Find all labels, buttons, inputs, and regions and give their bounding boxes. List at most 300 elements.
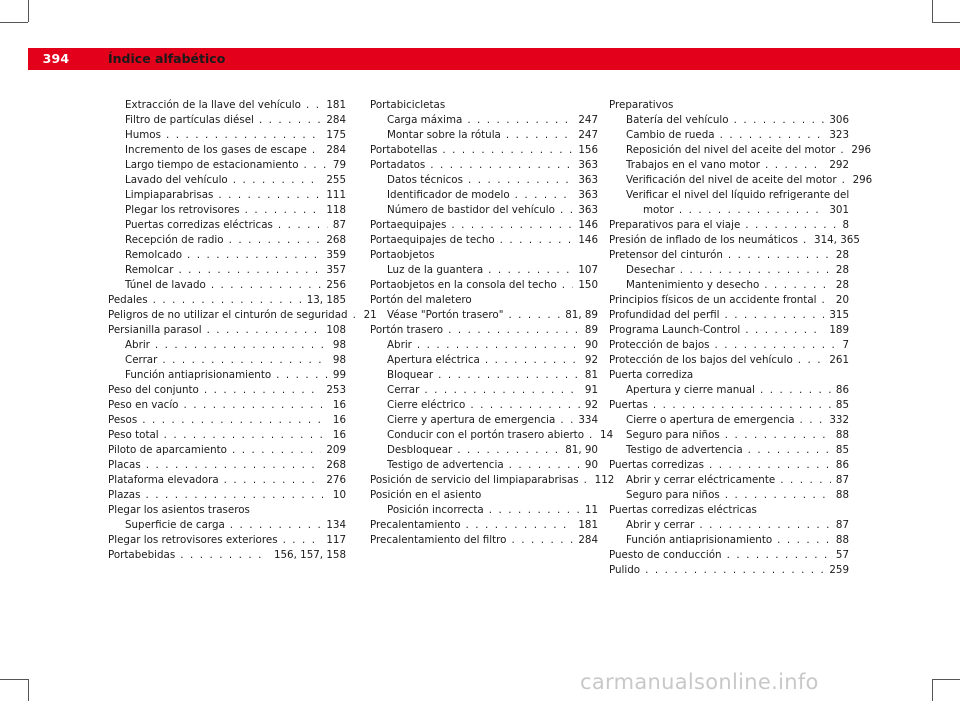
dot-leader <box>162 353 328 368</box>
dot-leader <box>233 173 322 188</box>
entry-page-number: 261 <box>829 354 849 366</box>
dot-leader <box>680 263 831 278</box>
dot-leader <box>777 533 831 548</box>
entry-label: Verificación del nivel de aceite del motor <box>626 174 837 186</box>
index-entry <box>609 353 849 368</box>
entry-label: Desbloquear <box>387 444 453 456</box>
entry-page-number: 247 <box>578 114 598 126</box>
index-entry <box>108 338 346 353</box>
entry-label: Cerrar <box>387 384 420 396</box>
dot-leader <box>715 338 838 353</box>
dot-leader <box>166 128 321 143</box>
entry-label: Apertura eléctrica <box>387 354 480 366</box>
dot-leader <box>180 548 269 563</box>
index-entry <box>108 398 346 413</box>
entry-label: Protección de bajos <box>609 339 710 351</box>
entry-page-number: 13, 185 <box>306 294 346 306</box>
entry-page-number: 268 <box>326 459 346 471</box>
entry-page-number: 175 <box>326 129 346 141</box>
entry-label: Testigo de advertencia <box>387 459 504 471</box>
index-entry <box>609 323 849 338</box>
entry-page-number: 268 <box>326 234 346 246</box>
index-entry <box>108 98 346 113</box>
dot-leader <box>283 533 322 548</box>
entry-label: Portabotellas <box>370 144 438 156</box>
entry-label: Pesos <box>108 414 138 426</box>
dot-leader <box>470 398 580 413</box>
index-heading: Portabicicletas <box>370 99 446 111</box>
dot-leader <box>155 338 328 353</box>
dot-leader <box>765 158 824 173</box>
index-entry <box>108 173 346 188</box>
entry-label: Conducir con el portón trasero abierto <box>387 429 585 441</box>
entry-page-number: 134 <box>326 519 346 531</box>
dot-leader <box>506 128 573 143</box>
entry-page-number: 306 <box>829 114 849 126</box>
entry-label: Posición incorrecta <box>387 504 484 516</box>
entry-page-number: 10 <box>332 489 346 501</box>
entry-page-number: 98 <box>332 354 346 366</box>
entry-page-number: 89 <box>584 324 598 336</box>
crop-mark <box>932 679 933 701</box>
entry-page-number: 315 <box>829 309 849 321</box>
index-entry <box>609 518 849 533</box>
entry-label: Función antiaprisionamiento <box>626 534 773 546</box>
entry-label: Puertas <box>609 399 648 411</box>
entry-label: Número de bastidor del vehículo <box>387 204 555 216</box>
index-entry <box>108 473 346 488</box>
entry-label: Plazas <box>108 489 141 501</box>
entry-page-number: 88 <box>835 429 849 441</box>
dot-leader <box>760 383 831 398</box>
index-entry <box>609 398 849 413</box>
entry-label: Incremento de los gases de escape <box>125 144 307 156</box>
dot-leader <box>417 338 580 353</box>
crop-mark <box>932 679 960 680</box>
entry-label: Lavado del vehículo <box>125 174 228 186</box>
entry-label: Protección de los bajos del vehículo <box>609 354 793 366</box>
entry-label: Batería del vehículo <box>626 114 729 126</box>
index-entry <box>108 143 346 158</box>
index-column-2 <box>370 98 615 548</box>
entry-page-number: 87 <box>332 219 346 231</box>
entry-page-number: 323 <box>829 129 849 141</box>
index-entry <box>370 263 598 278</box>
index-entry <box>609 173 873 188</box>
entry-page-number: 85 <box>835 399 849 411</box>
dot-leader <box>562 278 574 293</box>
entry-page-number: 81, 89 <box>565 309 598 321</box>
entry-page-number: 292 <box>829 159 849 171</box>
entry-page-number: 112 <box>594 474 615 486</box>
entry-label: Limpiaparabrisas <box>125 189 214 201</box>
entry-page-number: 92 <box>584 354 598 366</box>
entry-label: Portabebidas <box>108 549 176 561</box>
index-entry <box>108 293 346 308</box>
index-entry <box>609 278 849 293</box>
entry-label: Peso del conjunto <box>108 384 199 396</box>
index-entry <box>609 293 849 308</box>
index-entry <box>108 278 346 293</box>
index-entry <box>370 173 598 188</box>
entry-page-number: 150 <box>578 279 598 291</box>
entry-page-number: 332 <box>829 414 849 426</box>
index-entry <box>370 428 614 443</box>
entry-page-number: 91 <box>584 384 598 396</box>
entry-page-number: 156, 157, 158 <box>273 549 346 561</box>
index-entry <box>108 158 346 173</box>
entry-page-number: 21 <box>363 309 377 321</box>
dot-leader <box>489 503 580 518</box>
dot-leader <box>230 518 322 533</box>
entry-label: Humos <box>125 129 161 141</box>
index-entry <box>609 158 849 173</box>
dot-leader <box>584 473 590 488</box>
entry-label: Extracción de la llave del vehículo <box>125 99 301 111</box>
entry-page-number: 8 <box>842 219 849 231</box>
entry-page-number: 87 <box>835 474 849 486</box>
entry-page-number: 90 <box>584 339 598 351</box>
index-entry <box>609 113 849 128</box>
dot-leader <box>229 233 322 248</box>
dot-leader <box>508 308 560 323</box>
entry-label: Reposición del nivel del aceite del motor <box>626 144 836 156</box>
dot-leader <box>653 398 831 413</box>
entry-label: Identificador de modelo <box>387 189 510 201</box>
index-entry <box>108 533 346 548</box>
entry-label: Datos técnicos <box>387 174 463 186</box>
entry-label: Plegar los retrovisores exteriores <box>108 534 278 546</box>
entry-page-number: 14 <box>600 429 614 441</box>
crop-mark <box>28 679 29 701</box>
entry-label: Abrir y cerrar eléctricamente <box>626 474 776 486</box>
index-heading: Preparativos <box>609 99 674 111</box>
entry-page-number: 86 <box>835 384 849 396</box>
dot-leader <box>748 443 831 458</box>
index-entry <box>609 548 849 563</box>
entry-page-number: 16 <box>332 414 346 426</box>
entry-page-number: 28 <box>835 249 849 261</box>
dot-leader <box>720 128 825 143</box>
entry-label: Precalentamiento del filtro <box>370 534 507 546</box>
entry-label: Seguro para niños <box>626 429 720 441</box>
crop-mark <box>932 0 933 22</box>
entry-label: Puertas corredizas <box>609 459 704 471</box>
entry-label: Peso en vacío <box>108 399 179 411</box>
entry-page-number: 363 <box>578 159 598 171</box>
index-entry <box>370 338 598 353</box>
entry-page-number: 107 <box>578 264 598 276</box>
index-entry <box>609 458 849 473</box>
entry-label: Superficie de carga <box>125 519 225 531</box>
entry-label: Preparativos para el viaje <box>609 219 741 231</box>
dot-leader <box>780 473 831 488</box>
index-entry <box>609 533 849 548</box>
entry-label: Portaequipajes de techo <box>370 234 495 246</box>
entry-label: Luz de la guantera <box>387 264 484 276</box>
entry-page-number: 28 <box>835 264 849 276</box>
entry-page-number: 284 <box>578 534 598 546</box>
index-entry <box>609 308 849 323</box>
dot-leader <box>187 248 321 263</box>
dot-leader <box>645 563 824 578</box>
dot-leader <box>509 458 580 473</box>
index-entry <box>108 488 346 503</box>
entry-label: Portón trasero <box>370 324 444 336</box>
entry-page-number: 99 <box>332 369 346 381</box>
entry-label: Precalentamiento <box>370 519 461 531</box>
entry-label: Remolcar <box>125 264 174 276</box>
dot-leader <box>442 143 573 158</box>
index-entry <box>108 248 346 263</box>
index-entry <box>108 458 346 473</box>
dot-leader <box>259 113 321 128</box>
entry-page-number: 16 <box>332 429 346 441</box>
index-entry <box>108 263 346 278</box>
entry-label: Principios físicos de un accidente frontal <box>609 294 817 306</box>
dot-leader <box>146 458 322 473</box>
index-entry <box>108 128 346 143</box>
dot-leader <box>822 293 831 308</box>
entry-page-number: 90 <box>584 459 598 471</box>
dot-leader <box>448 323 580 338</box>
entry-label: Bloquear <box>387 369 434 381</box>
dot-leader <box>840 143 846 158</box>
dot-leader <box>485 353 580 368</box>
dot-leader <box>467 113 573 128</box>
dot-leader <box>145 488 327 503</box>
dot-leader <box>734 113 825 128</box>
entry-label: Peso total <box>108 429 159 441</box>
entry-page-number: 108 <box>326 324 346 336</box>
entry-page-number: 57 <box>835 549 849 561</box>
dot-leader <box>764 278 831 293</box>
entry-label: Trabajos en el vano motor <box>626 159 760 171</box>
index-entry <box>370 518 598 533</box>
index-entry <box>370 128 598 143</box>
index-entry <box>370 368 598 383</box>
index-entry <box>609 428 849 443</box>
entry-page-number: 357 <box>326 264 346 276</box>
dot-leader <box>451 218 573 233</box>
entry-page-number: 117 <box>326 534 346 546</box>
entry-page-number: 363 <box>578 189 598 201</box>
dot-leader <box>798 353 825 368</box>
entry-page-number: 146 <box>578 219 598 231</box>
entry-label: motor <box>643 204 674 216</box>
entry-page-number: 276 <box>326 474 346 486</box>
index-entry <box>370 218 598 233</box>
index-entry <box>108 428 346 443</box>
dot-leader <box>353 308 359 323</box>
entry-page-number: 92 <box>584 399 598 411</box>
index-entry <box>609 203 849 218</box>
index-entry <box>609 473 849 488</box>
index-entry <box>609 128 849 143</box>
entry-label: Peligros de no utilizar el cinturón de seguridad <box>108 309 348 321</box>
entry-label: Posición de servicio del limpiaparabrisas <box>370 474 579 486</box>
index-column-3 <box>609 98 873 578</box>
dot-leader <box>218 188 321 203</box>
dot-leader <box>589 428 595 443</box>
entry-page-number: 181 <box>326 99 346 111</box>
index-entry <box>609 413 849 428</box>
index-entry <box>370 143 598 158</box>
entry-label: Portaequipajes <box>370 219 447 231</box>
entry-label: Largo tiempo de estacionamiento <box>125 159 299 171</box>
entry-label: Véase "Portón trasero" <box>387 309 504 321</box>
index-entry <box>370 458 598 473</box>
index-heading: Verificar el nivel del líquido refrigerante del <box>626 189 850 201</box>
index-entry <box>609 338 849 353</box>
dot-leader <box>725 428 831 443</box>
dot-leader <box>430 158 573 173</box>
entry-page-number: 189 <box>829 324 849 336</box>
dot-leader <box>842 173 848 188</box>
index-entry <box>108 518 346 533</box>
dot-leader <box>211 278 322 293</box>
entry-page-number: 146 <box>578 234 598 246</box>
entry-page-number: 296 <box>852 174 873 186</box>
index-entry <box>108 353 346 368</box>
index-entry <box>609 233 860 248</box>
entry-label: Programa Launch-Control <box>609 324 741 336</box>
entry-page-number: 11 <box>584 504 598 516</box>
entry-label: Portaobjetos en la consola del techo <box>370 279 557 291</box>
index-column-1 <box>108 98 377 563</box>
entry-page-number: 253 <box>326 384 346 396</box>
dot-leader <box>232 443 321 458</box>
entry-label: Cerrar <box>125 354 158 366</box>
index-entry <box>370 158 598 173</box>
dot-leader <box>142 413 328 428</box>
index-entry <box>370 398 598 413</box>
dot-leader <box>204 383 321 398</box>
dot-leader <box>207 323 322 338</box>
dot-leader <box>679 203 824 218</box>
dot-leader <box>312 143 321 158</box>
dot-leader <box>728 248 831 263</box>
dot-leader <box>699 518 831 533</box>
dot-leader <box>304 158 328 173</box>
index-entry <box>370 308 598 323</box>
dot-leader <box>278 218 328 233</box>
index-entry <box>108 368 346 383</box>
dot-leader <box>511 533 573 548</box>
dot-leader <box>709 458 831 473</box>
index-entry <box>370 353 598 368</box>
entry-label: Persianilla parasol <box>108 324 202 336</box>
index-entry <box>609 488 849 503</box>
entry-page-number: 334 <box>578 414 598 426</box>
entry-label: Testigo de advertencia <box>626 444 743 456</box>
index-heading: Puertas corredizas eléctricas <box>609 504 757 516</box>
entry-page-number: 111 <box>326 189 346 201</box>
dot-leader <box>466 518 574 533</box>
dot-leader <box>164 428 328 443</box>
entry-label: Remolcado <box>125 249 183 261</box>
index-entry <box>370 473 615 488</box>
entry-page-number: 88 <box>835 489 849 501</box>
dot-leader <box>800 413 825 428</box>
index-entry <box>108 203 346 218</box>
entry-label: Placas <box>108 459 141 471</box>
entry-label: Cierre o apertura de emergencia <box>626 414 795 426</box>
entry-label: Pretensor del cinturón <box>609 249 723 261</box>
entry-label: Portadatos <box>370 159 426 171</box>
dot-leader <box>745 218 837 233</box>
entry-page-number: 255 <box>326 174 346 186</box>
entry-page-number: 86 <box>835 459 849 471</box>
index-entry <box>370 383 598 398</box>
dot-leader <box>276 368 328 383</box>
dot-leader <box>725 308 825 323</box>
entry-page-number: 98 <box>332 339 346 351</box>
index-entry <box>609 383 849 398</box>
dot-leader <box>803 233 809 248</box>
entry-label: Plataforma elevadora <box>108 474 219 486</box>
dot-leader <box>560 203 573 218</box>
dot-leader <box>560 413 573 428</box>
index-entry <box>108 308 377 323</box>
index-entry <box>108 548 346 563</box>
index-entry <box>370 233 598 248</box>
entry-label: Túnel de lavado <box>125 279 206 291</box>
index-heading: Portaobjetos <box>370 249 435 261</box>
dot-leader <box>424 383 580 398</box>
index-entry <box>108 233 346 248</box>
dot-leader <box>500 233 574 248</box>
index-entry <box>370 113 598 128</box>
crop-mark <box>932 22 960 23</box>
entry-label: Cambio de rueda <box>626 129 715 141</box>
entry-page-number: 7 <box>842 339 849 351</box>
index-entry <box>108 188 346 203</box>
page-title: Índice alfabético <box>108 51 226 66</box>
entry-label: Pulido <box>609 564 641 576</box>
entry-page-number: 296 <box>851 144 872 156</box>
entry-label: Montar sobre la rótula <box>387 129 501 141</box>
index-entry <box>609 143 872 158</box>
entry-page-number: 284 <box>326 114 346 126</box>
entry-label: Abrir <box>387 339 412 351</box>
entry-page-number: 209 <box>326 444 346 456</box>
index-entry <box>370 503 598 518</box>
entry-label: Recepción de radio <box>125 234 224 246</box>
dot-leader <box>468 173 573 188</box>
dot-leader <box>745 323 824 338</box>
entry-page-number: 256 <box>326 279 346 291</box>
entry-label: Plegar los retrovisores <box>125 204 240 216</box>
dot-leader <box>245 203 322 218</box>
entry-label: Presión de inflado de los neumáticos <box>609 234 799 246</box>
index-entry <box>609 263 849 278</box>
dot-leader <box>224 473 322 488</box>
entry-label: Puesto de conducción <box>609 549 722 561</box>
index-entry <box>609 248 849 263</box>
entry-page-number: 259 <box>829 564 849 576</box>
index-entry <box>370 278 598 293</box>
index-entry <box>609 218 849 233</box>
index-heading: Portón del maletero <box>370 294 472 306</box>
index-entry <box>370 413 598 428</box>
entry-page-number: 88 <box>835 534 849 546</box>
entry-page-number: 87 <box>835 519 849 531</box>
dot-leader <box>178 263 321 278</box>
entry-page-number: 363 <box>578 174 598 186</box>
dot-leader <box>727 548 831 563</box>
crop-mark <box>0 22 28 23</box>
